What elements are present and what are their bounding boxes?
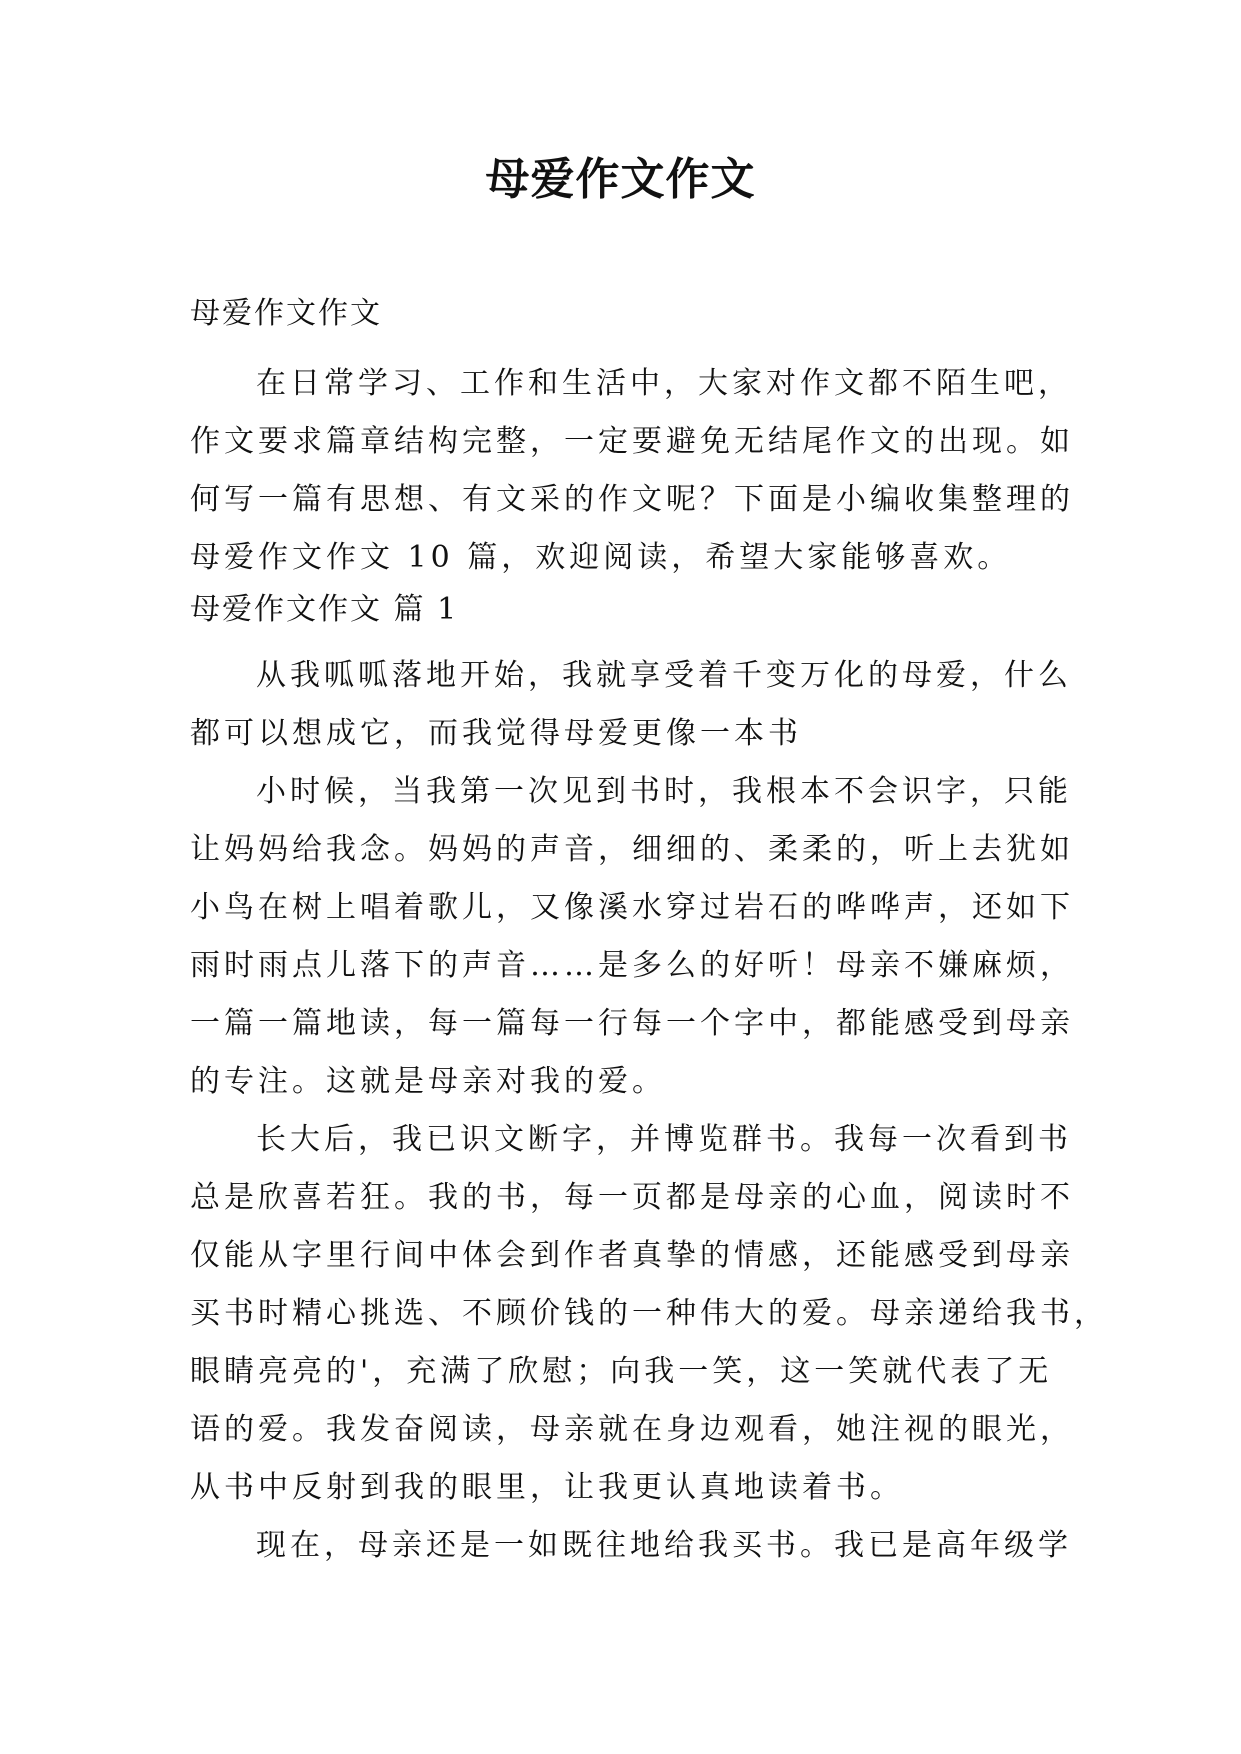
intro-line: 作文要求篇章结构完整，一定要避免无结尾作文的出现。如: [190, 424, 1074, 459]
body-paragraph: [190, 1111, 1108, 1517]
document-body: [190, 291, 1108, 1575]
paragraph-line: 眼睛亮亮的'，充满了欣慰；向我一笑，这一笑就代表了无: [190, 1354, 1053, 1389]
document-subtitle: 母爱作文作文: [190, 296, 382, 331]
document-title: 母爱作文作文: [485, 154, 756, 205]
body-paragraph: [190, 763, 1074, 1111]
paragraph-line: 仅能从字里行间中体会到作者真挚的情感，还能感受到母亲: [190, 1238, 1074, 1273]
body-paragraph: [190, 647, 1072, 763]
paragraph-line: 长大后，我已识文断字，并博览群书。我每一次看到书: [256, 1122, 1072, 1157]
intro-line: 何写一篇有思想、有文采的作文呢？下面是小编收集整理的: [190, 482, 1074, 517]
intro-line: 在日常学习、工作和生活中，大家对作文都不陌生吧，: [256, 366, 1072, 401]
paragraph-line: 从我呱呱落地开始，我就享受着千变万化的母爱，什么: [256, 658, 1072, 693]
paragraph-line: 小时候，当我第一次见到书时，我根本不会识字，只能: [256, 774, 1072, 809]
paragraph-line: 从书中反射到我的眼里，让我更认真地读着书。: [190, 1470, 904, 1505]
paragraph-line: 一篇一篇地读，每一篇每一行每一个字中，都能感受到母亲: [190, 1006, 1074, 1041]
paragraph-line: 都可以想成它，而我觉得母爱更像一本书: [190, 716, 802, 751]
paragraph-line: 的专注。这就是母亲对我的爱。: [190, 1064, 666, 1099]
paragraph-line: 让妈妈给我念。妈妈的声音，细细的、柔柔的，听上去犹如: [190, 832, 1074, 867]
paragraph-line: 总是欣喜若狂。我的书，每一页都是母亲的心血，阅读时不: [190, 1180, 1074, 1215]
paragraph-line: 雨时雨点儿落下的声音……是多么的好听！母亲不嫌麻烦，: [190, 948, 1074, 983]
section-heading: 母爱作文作文 篇 1: [190, 592, 459, 627]
paragraph-line: 现在，母亲还是一如既往地给我买书。我已是高年级学: [256, 1528, 1072, 1563]
paragraph-line: 小鸟在树上唱着歌儿，又像溪水穿过岩石的哗哗声，还如下: [190, 890, 1074, 925]
body-paragraph: [190, 1517, 1072, 1575]
paragraph-line: 买书时精心挑选、不顾价钱的一种伟大的爱。母亲递给我书，: [190, 1296, 1108, 1331]
paragraph-line: 语的爱。我发奋阅读，母亲就在身边观看，她注视的眼光，: [190, 1412, 1074, 1447]
intro-paragraph: [190, 355, 1074, 587]
intro-line: 母爱作文作文 10 篇，欢迎阅读，希望大家能够喜欢。: [190, 540, 1012, 575]
